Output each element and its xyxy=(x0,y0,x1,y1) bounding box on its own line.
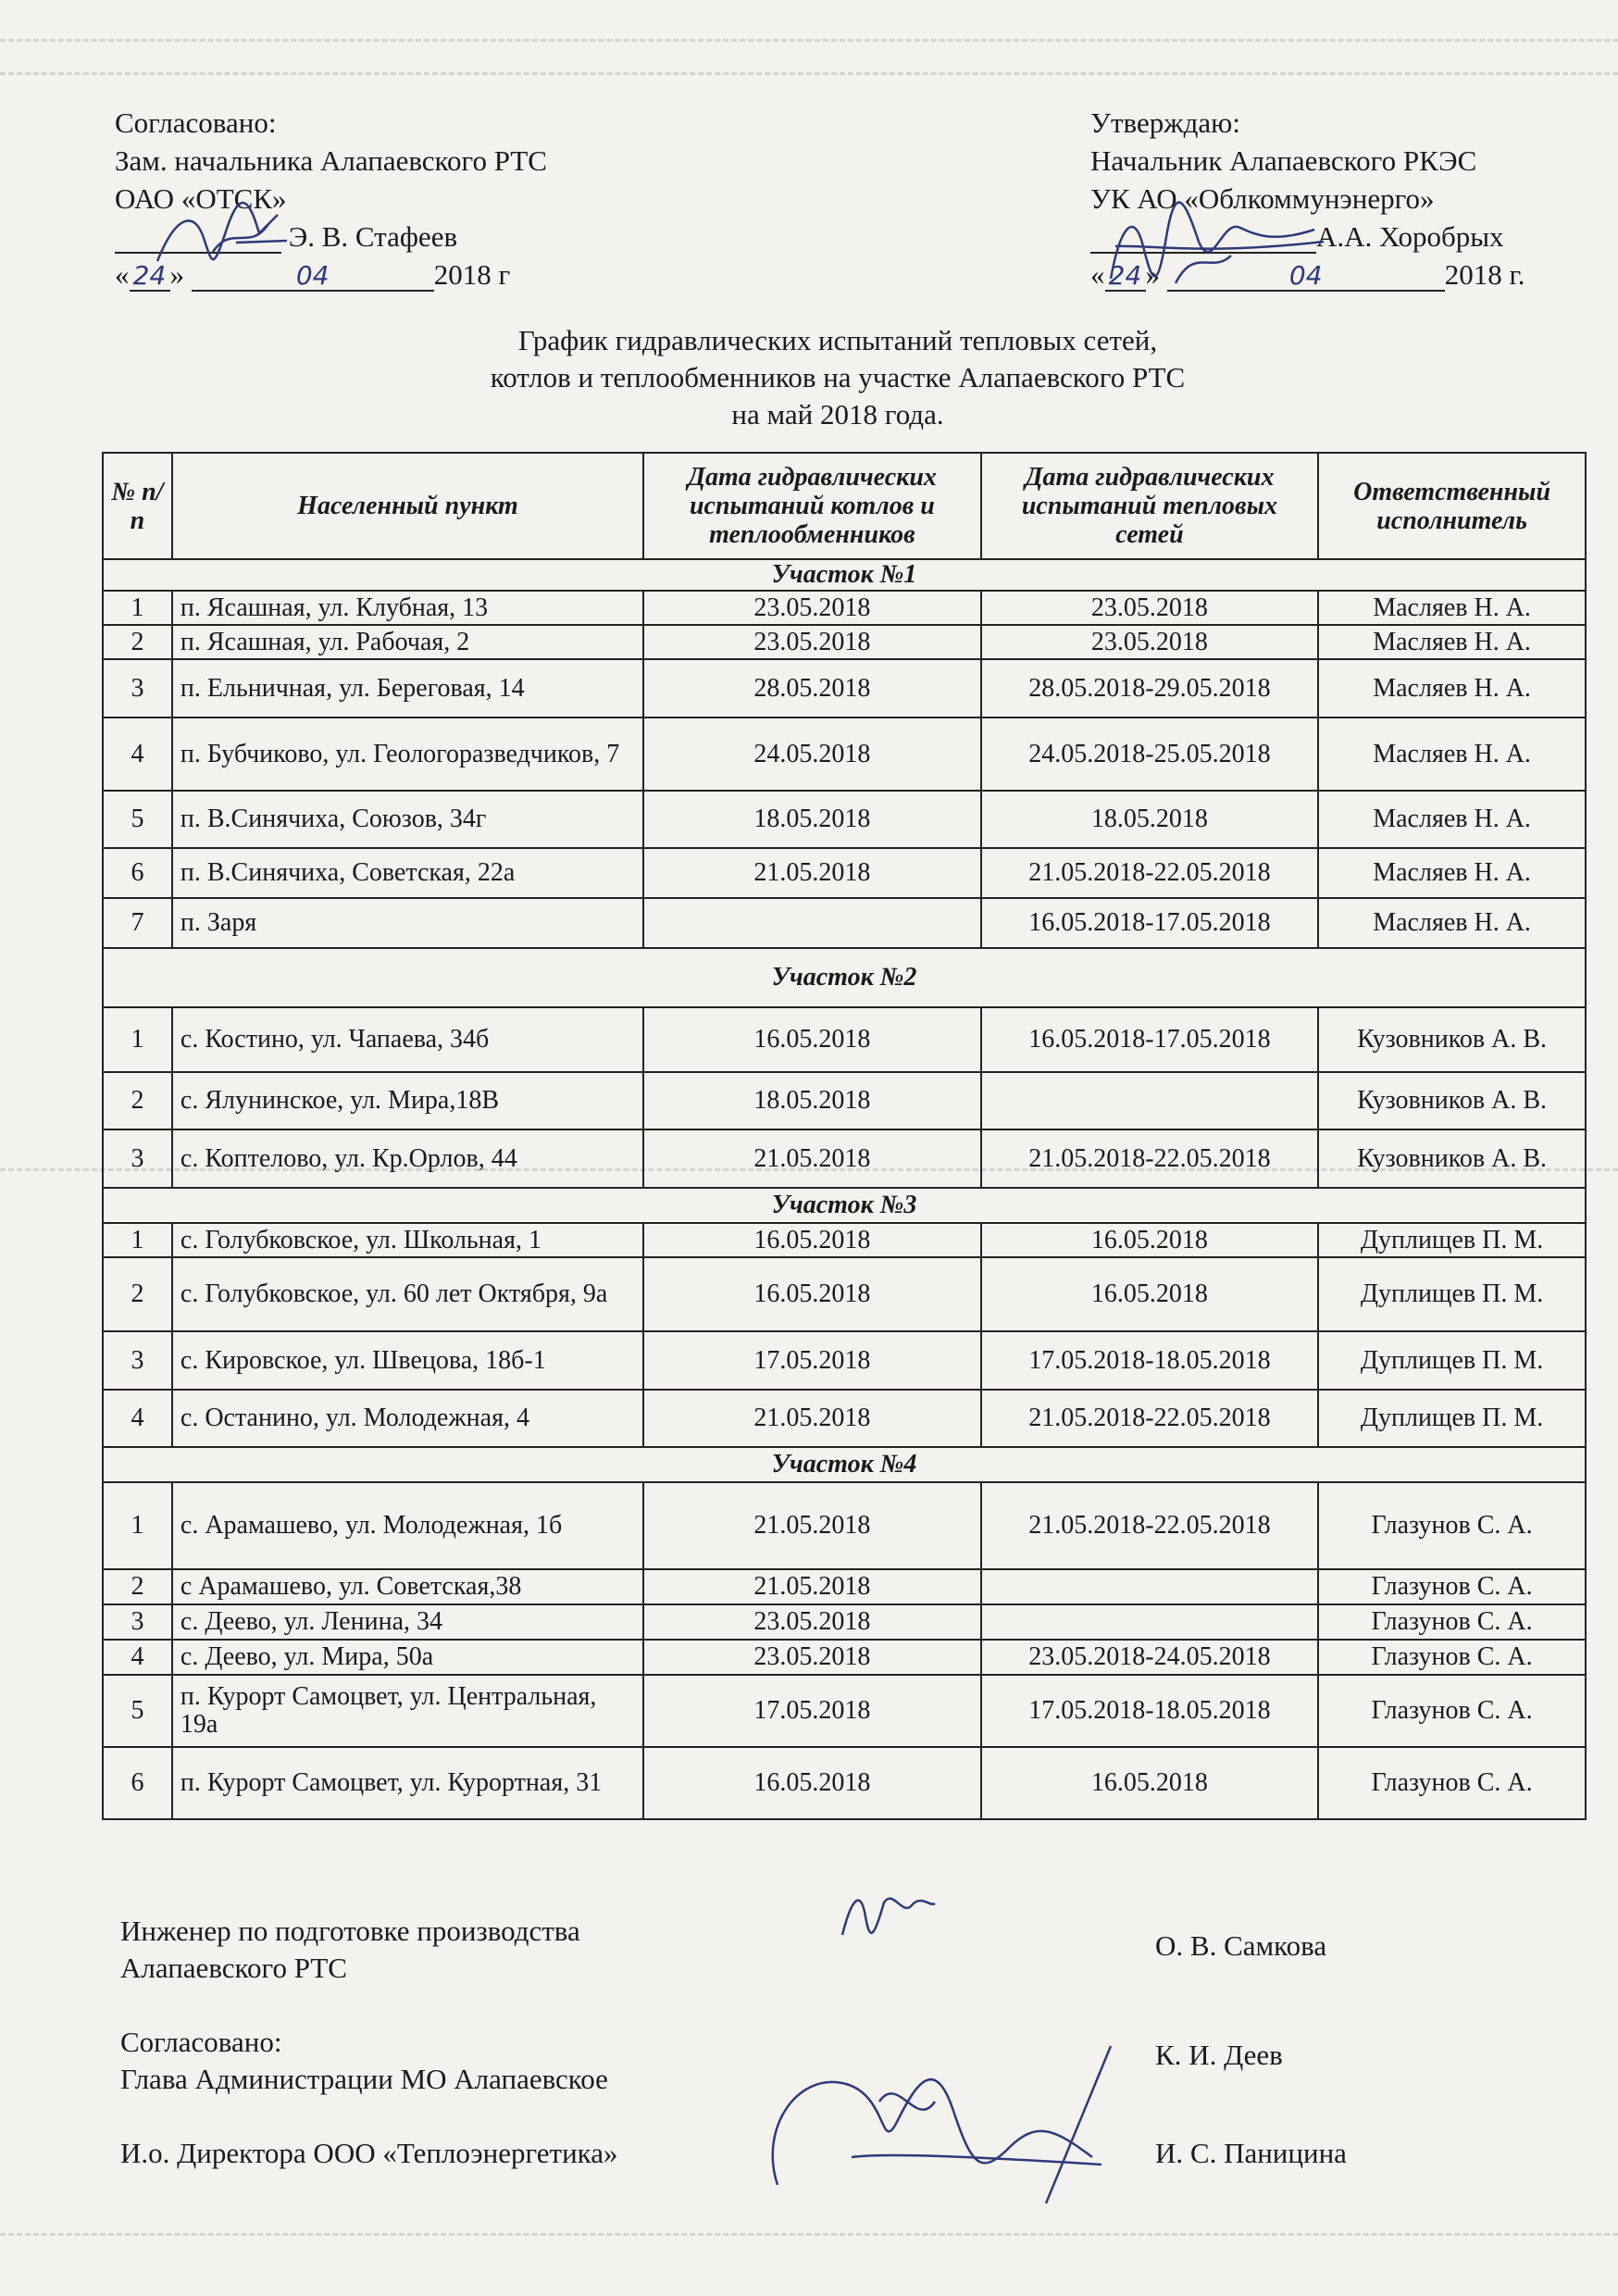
cell-responsible: Глазунов С. А. xyxy=(1318,1640,1586,1675)
table-row xyxy=(103,1223,1586,1257)
cell-place: п. Заря xyxy=(172,898,643,948)
approval-signature xyxy=(148,196,305,280)
cell-number: 3 xyxy=(103,1129,172,1188)
cell-place: п. Курорт Самоцвет, ул. Курортная, 31 xyxy=(172,1747,643,1819)
cell-boiler-date: 21.05.2018 xyxy=(643,1129,981,1188)
cell-number: 1 xyxy=(103,1223,172,1257)
approval-month: 04 xyxy=(192,262,434,292)
confirm-org: УК АО «Облкоммунэнерго» xyxy=(1090,182,1435,215)
cell-boiler-date: 18.05.2018 xyxy=(643,1072,981,1129)
cell-network-date: 16.05.2018 xyxy=(981,1223,1318,1257)
cell-number: 1 xyxy=(103,591,172,625)
head-admin-name: К. И. Деев xyxy=(1155,2039,1283,2071)
table-row xyxy=(103,1390,1586,1447)
cell-place: с. Деево, ул. Ленина, 34 xyxy=(172,1604,643,1640)
schedule-table xyxy=(102,452,1587,1820)
cell-place: с. Кировское, ул. Швецова, 18б-1 xyxy=(172,1331,643,1390)
cell-network-date: 23.05.2018 xyxy=(981,591,1318,625)
approval-position: Зам. начальника Алапаевского РТС xyxy=(115,144,547,177)
header-place: Населенный пункт xyxy=(172,453,643,559)
cell-number: 2 xyxy=(103,1072,172,1129)
cell-number: 3 xyxy=(103,659,172,718)
cell-network-date: 16.05.2018-17.05.2018 xyxy=(981,1007,1318,1072)
cell-place: п. В.Синячиха, Союзов, 34г xyxy=(172,791,643,848)
cell-number: 4 xyxy=(103,1390,172,1447)
cell-network-date: 16.05.2018 xyxy=(981,1747,1318,1819)
cell-place: п. Ельничная, ул. Береговая, 14 xyxy=(172,659,643,718)
cell-number: 3 xyxy=(103,1331,172,1390)
cell-place: с. Арамашево, ул. Молодежная, 1б xyxy=(172,1482,643,1569)
cell-network-date: 21.05.2018-22.05.2018 xyxy=(981,1390,1318,1447)
table-row xyxy=(103,1482,1586,1569)
scan-line-bottom xyxy=(0,2233,1618,2236)
confirm-month: 04 xyxy=(1167,262,1445,292)
approval-day: 24 xyxy=(130,262,170,292)
section-row xyxy=(103,1188,1586,1223)
confirm-year: 2018 г. xyxy=(1444,258,1525,291)
cell-boiler-date: 21.05.2018 xyxy=(643,1482,981,1569)
cell-place: п. Ясашная, ул. Рабочая, 2 xyxy=(172,625,643,659)
approval-org: ОАО «ОТСК» xyxy=(115,182,287,215)
cell-number: 2 xyxy=(103,1257,172,1331)
cell-boiler-date: 17.05.2018 xyxy=(643,1331,981,1390)
approval-name: Э. В. Стафеев xyxy=(288,220,458,253)
header-number: № п/п xyxy=(103,453,172,559)
cell-place: с. Голубковское, ул. 60 лет Октября, 9а xyxy=(172,1257,643,1331)
cell-boiler-date: 28.05.2018 xyxy=(643,659,981,718)
cell-network-date: 17.05.2018-18.05.2018 xyxy=(981,1675,1318,1747)
table-row xyxy=(103,1747,1586,1819)
engineer-signature xyxy=(824,1879,944,1944)
table-row xyxy=(103,1331,1586,1390)
cell-responsible: Глазунов С. А. xyxy=(1318,1604,1586,1640)
engineer-name: О. В. Самкова xyxy=(1155,1929,1327,1962)
cell-responsible: Глазунов С. А. xyxy=(1318,1747,1586,1819)
section-title: Участок №2 xyxy=(103,948,1586,1007)
cell-network-date: 17.05.2018-18.05.2018 xyxy=(981,1331,1318,1390)
cell-network-date: 16.05.2018 xyxy=(981,1257,1318,1331)
cell-number: 3 xyxy=(103,1604,172,1640)
document-title xyxy=(0,322,1618,433)
cell-network-date xyxy=(981,1569,1318,1604)
cell-boiler-date: 16.05.2018 xyxy=(643,1223,981,1257)
head-admin-title: Глава Администрации МО Алапаевское xyxy=(120,2063,608,2095)
cell-responsible: Глазунов С. А. xyxy=(1318,1569,1586,1604)
title-line-1: График гидравлических испытаний тепловых сетей, xyxy=(517,324,1158,356)
table-row xyxy=(103,1257,1586,1331)
cell-place: с Арамашево, ул. Советская,38 xyxy=(172,1569,643,1604)
cell-responsible: Кузовников А. В. xyxy=(1318,1129,1586,1188)
cell-network-date: 23.05.2018-24.05.2018 xyxy=(981,1640,1318,1675)
header-network-date: Дата гидравлических испытаний тепловых сетей xyxy=(981,453,1318,559)
cell-responsible: Дуплищев П. М. xyxy=(1318,1390,1586,1447)
cell-network-date: 28.05.2018-29.05.2018 xyxy=(981,659,1318,718)
table-row xyxy=(103,1604,1586,1640)
cell-place: с. Костино, ул. Чапаева, 34б xyxy=(172,1007,643,1072)
table-row xyxy=(103,1007,1586,1072)
table-row xyxy=(103,1129,1586,1188)
confirm-label: Утверждаю: xyxy=(1090,106,1240,139)
table-row xyxy=(103,791,1586,848)
cell-number: 2 xyxy=(103,625,172,659)
header-boiler-date: Дата гидравлических испытаний котлов и теплообменников xyxy=(643,453,981,559)
cell-boiler-date: 16.05.2018 xyxy=(643,1007,981,1072)
cell-number: 1 xyxy=(103,1482,172,1569)
cell-boiler-date: 21.05.2018 xyxy=(643,1390,981,1447)
cell-responsible: Масляев Н. А. xyxy=(1318,848,1586,898)
cell-number: 7 xyxy=(103,898,172,948)
scan-line-upper xyxy=(0,72,1618,75)
cell-responsible: Дуплищев П. М. xyxy=(1318,1331,1586,1390)
cell-number: 6 xyxy=(103,848,172,898)
confirm-date: « 24 » 04 2018 г. xyxy=(1090,258,1525,291)
cell-responsible: Дуплищев П. М. xyxy=(1318,1257,1586,1331)
cell-boiler-date: 23.05.2018 xyxy=(643,625,981,659)
cell-place: с. Ялунинское, ул. Мира,18В xyxy=(172,1072,643,1129)
cell-place: с. Голубковское, ул. Школьная, 1 xyxy=(172,1223,643,1257)
cell-responsible: Масляев Н. А. xyxy=(1318,625,1586,659)
confirm-position: Начальник Алапаевского РКЭС xyxy=(1090,144,1477,177)
title-line-3: на май 2018 года. xyxy=(731,398,944,430)
director-title: И.о. Директора ООО «Теплоэнергетика» xyxy=(120,2137,618,2169)
section-title: Участок №1 xyxy=(103,559,1586,591)
cell-place: п. Ясашная, ул. Клубная, 13 xyxy=(172,591,643,625)
table-row xyxy=(103,1675,1586,1747)
table-row xyxy=(103,625,1586,659)
cell-boiler-date: 16.05.2018 xyxy=(643,1747,981,1819)
cell-number: 2 xyxy=(103,1569,172,1604)
cell-number: 6 xyxy=(103,1747,172,1819)
cell-place: с. Коптелово, ул. Кр.Орлов, 44 xyxy=(172,1129,643,1188)
engineer-line-1: Инженер по подготовке производства xyxy=(120,1915,580,1947)
cell-boiler-date: 23.05.2018 xyxy=(643,591,981,625)
cell-boiler-date: 17.05.2018 xyxy=(643,1675,981,1747)
header-responsible: Ответственный исполнитель xyxy=(1318,453,1586,559)
engineer-title xyxy=(120,1913,580,1987)
table-row xyxy=(103,848,1586,898)
table-row xyxy=(103,591,1586,625)
confirm-name: А.А. Хоробрых xyxy=(1316,220,1504,253)
cell-boiler-date: 23.05.2018 xyxy=(643,1604,981,1640)
section-row xyxy=(103,1447,1586,1482)
cell-responsible: Кузовников А. В. xyxy=(1318,1072,1586,1129)
cell-place: с. Деево, ул. Мира, 50а xyxy=(172,1640,643,1675)
cell-network-date xyxy=(981,1604,1318,1640)
cell-responsible: Глазунов С. А. xyxy=(1318,1482,1586,1569)
cell-number: 1 xyxy=(103,1007,172,1072)
cell-boiler-date: 21.05.2018 xyxy=(643,848,981,898)
table-row xyxy=(103,659,1586,718)
cell-network-date: 24.05.2018-25.05.2018 xyxy=(981,718,1318,791)
scan-line-top xyxy=(0,39,1618,42)
approval-label: Согласовано: xyxy=(115,106,277,139)
cell-place: п. В.Синячиха, Советская, 22а xyxy=(172,848,643,898)
cell-network-date: 23.05.2018 xyxy=(981,625,1318,659)
section-title: Участок №3 xyxy=(103,1188,1586,1223)
cell-boiler-date: 24.05.2018 xyxy=(643,718,981,791)
table-header-row xyxy=(103,453,1586,559)
cell-place: п. Бубчиково, ул. Геологоразведчиков, 7 xyxy=(172,718,643,791)
cell-place: с. Останино, ул. Молодежная, 4 xyxy=(172,1390,643,1447)
cell-network-date: 18.05.2018 xyxy=(981,791,1318,848)
section-row xyxy=(103,559,1586,591)
table-row xyxy=(103,1640,1586,1675)
section-title: Участок №4 xyxy=(103,1447,1586,1482)
table-row xyxy=(103,898,1586,948)
cell-number: 5 xyxy=(103,791,172,848)
director-name: И. С. Паницина xyxy=(1155,2137,1347,2169)
confirm-signature xyxy=(1092,191,1342,302)
table-row xyxy=(103,1072,1586,1129)
cell-network-date: 21.05.2018-22.05.2018 xyxy=(981,1482,1318,1569)
engineer-line-2: Алапаевского РТС xyxy=(120,1952,347,1984)
cell-responsible: Масляев Н. А. xyxy=(1318,718,1586,791)
cell-responsible: Масляев Н. А. xyxy=(1318,898,1586,948)
cell-place: п. Курорт Самоцвет, ул. Центральная, 19а xyxy=(172,1675,643,1747)
cell-responsible: Дуплищев П. М. xyxy=(1318,1223,1586,1257)
cell-network-date xyxy=(981,1072,1318,1129)
director-signature xyxy=(741,2018,1129,2222)
cell-responsible: Масляев Н. А. xyxy=(1318,791,1586,848)
table-row xyxy=(103,718,1586,791)
confirm-day: 24 xyxy=(1105,262,1146,292)
cell-number: 4 xyxy=(103,718,172,791)
cell-responsible: Кузовников А. В. xyxy=(1318,1007,1586,1072)
cell-responsible: Масляев Н. А. xyxy=(1318,659,1586,718)
cell-boiler-date: 23.05.2018 xyxy=(643,1640,981,1675)
approval-year: 2018 г xyxy=(433,258,511,291)
agreed-label: Согласовано: xyxy=(120,2026,282,2058)
approval-date: « 24 » 04 2018 г xyxy=(115,258,511,291)
cell-network-date: 21.05.2018-22.05.2018 xyxy=(981,848,1318,898)
cell-responsible: Глазунов С. А. xyxy=(1318,1675,1586,1747)
title-line-2: котлов и теплообменников на участке Алапаевского РТС xyxy=(490,361,1186,393)
cell-boiler-date: 21.05.2018 xyxy=(643,1569,981,1604)
cell-boiler-date xyxy=(643,898,981,948)
cell-boiler-date: 18.05.2018 xyxy=(643,791,981,848)
cell-boiler-date: 16.05.2018 xyxy=(643,1257,981,1331)
cell-network-date: 16.05.2018-17.05.2018 xyxy=(981,898,1318,948)
section-row xyxy=(103,948,1586,1007)
cell-responsible: Масляев Н. А. xyxy=(1318,591,1586,625)
cell-network-date: 21.05.2018-22.05.2018 xyxy=(981,1129,1318,1188)
cell-number: 5 xyxy=(103,1675,172,1747)
table-row xyxy=(103,1569,1586,1604)
cell-number: 4 xyxy=(103,1640,172,1675)
